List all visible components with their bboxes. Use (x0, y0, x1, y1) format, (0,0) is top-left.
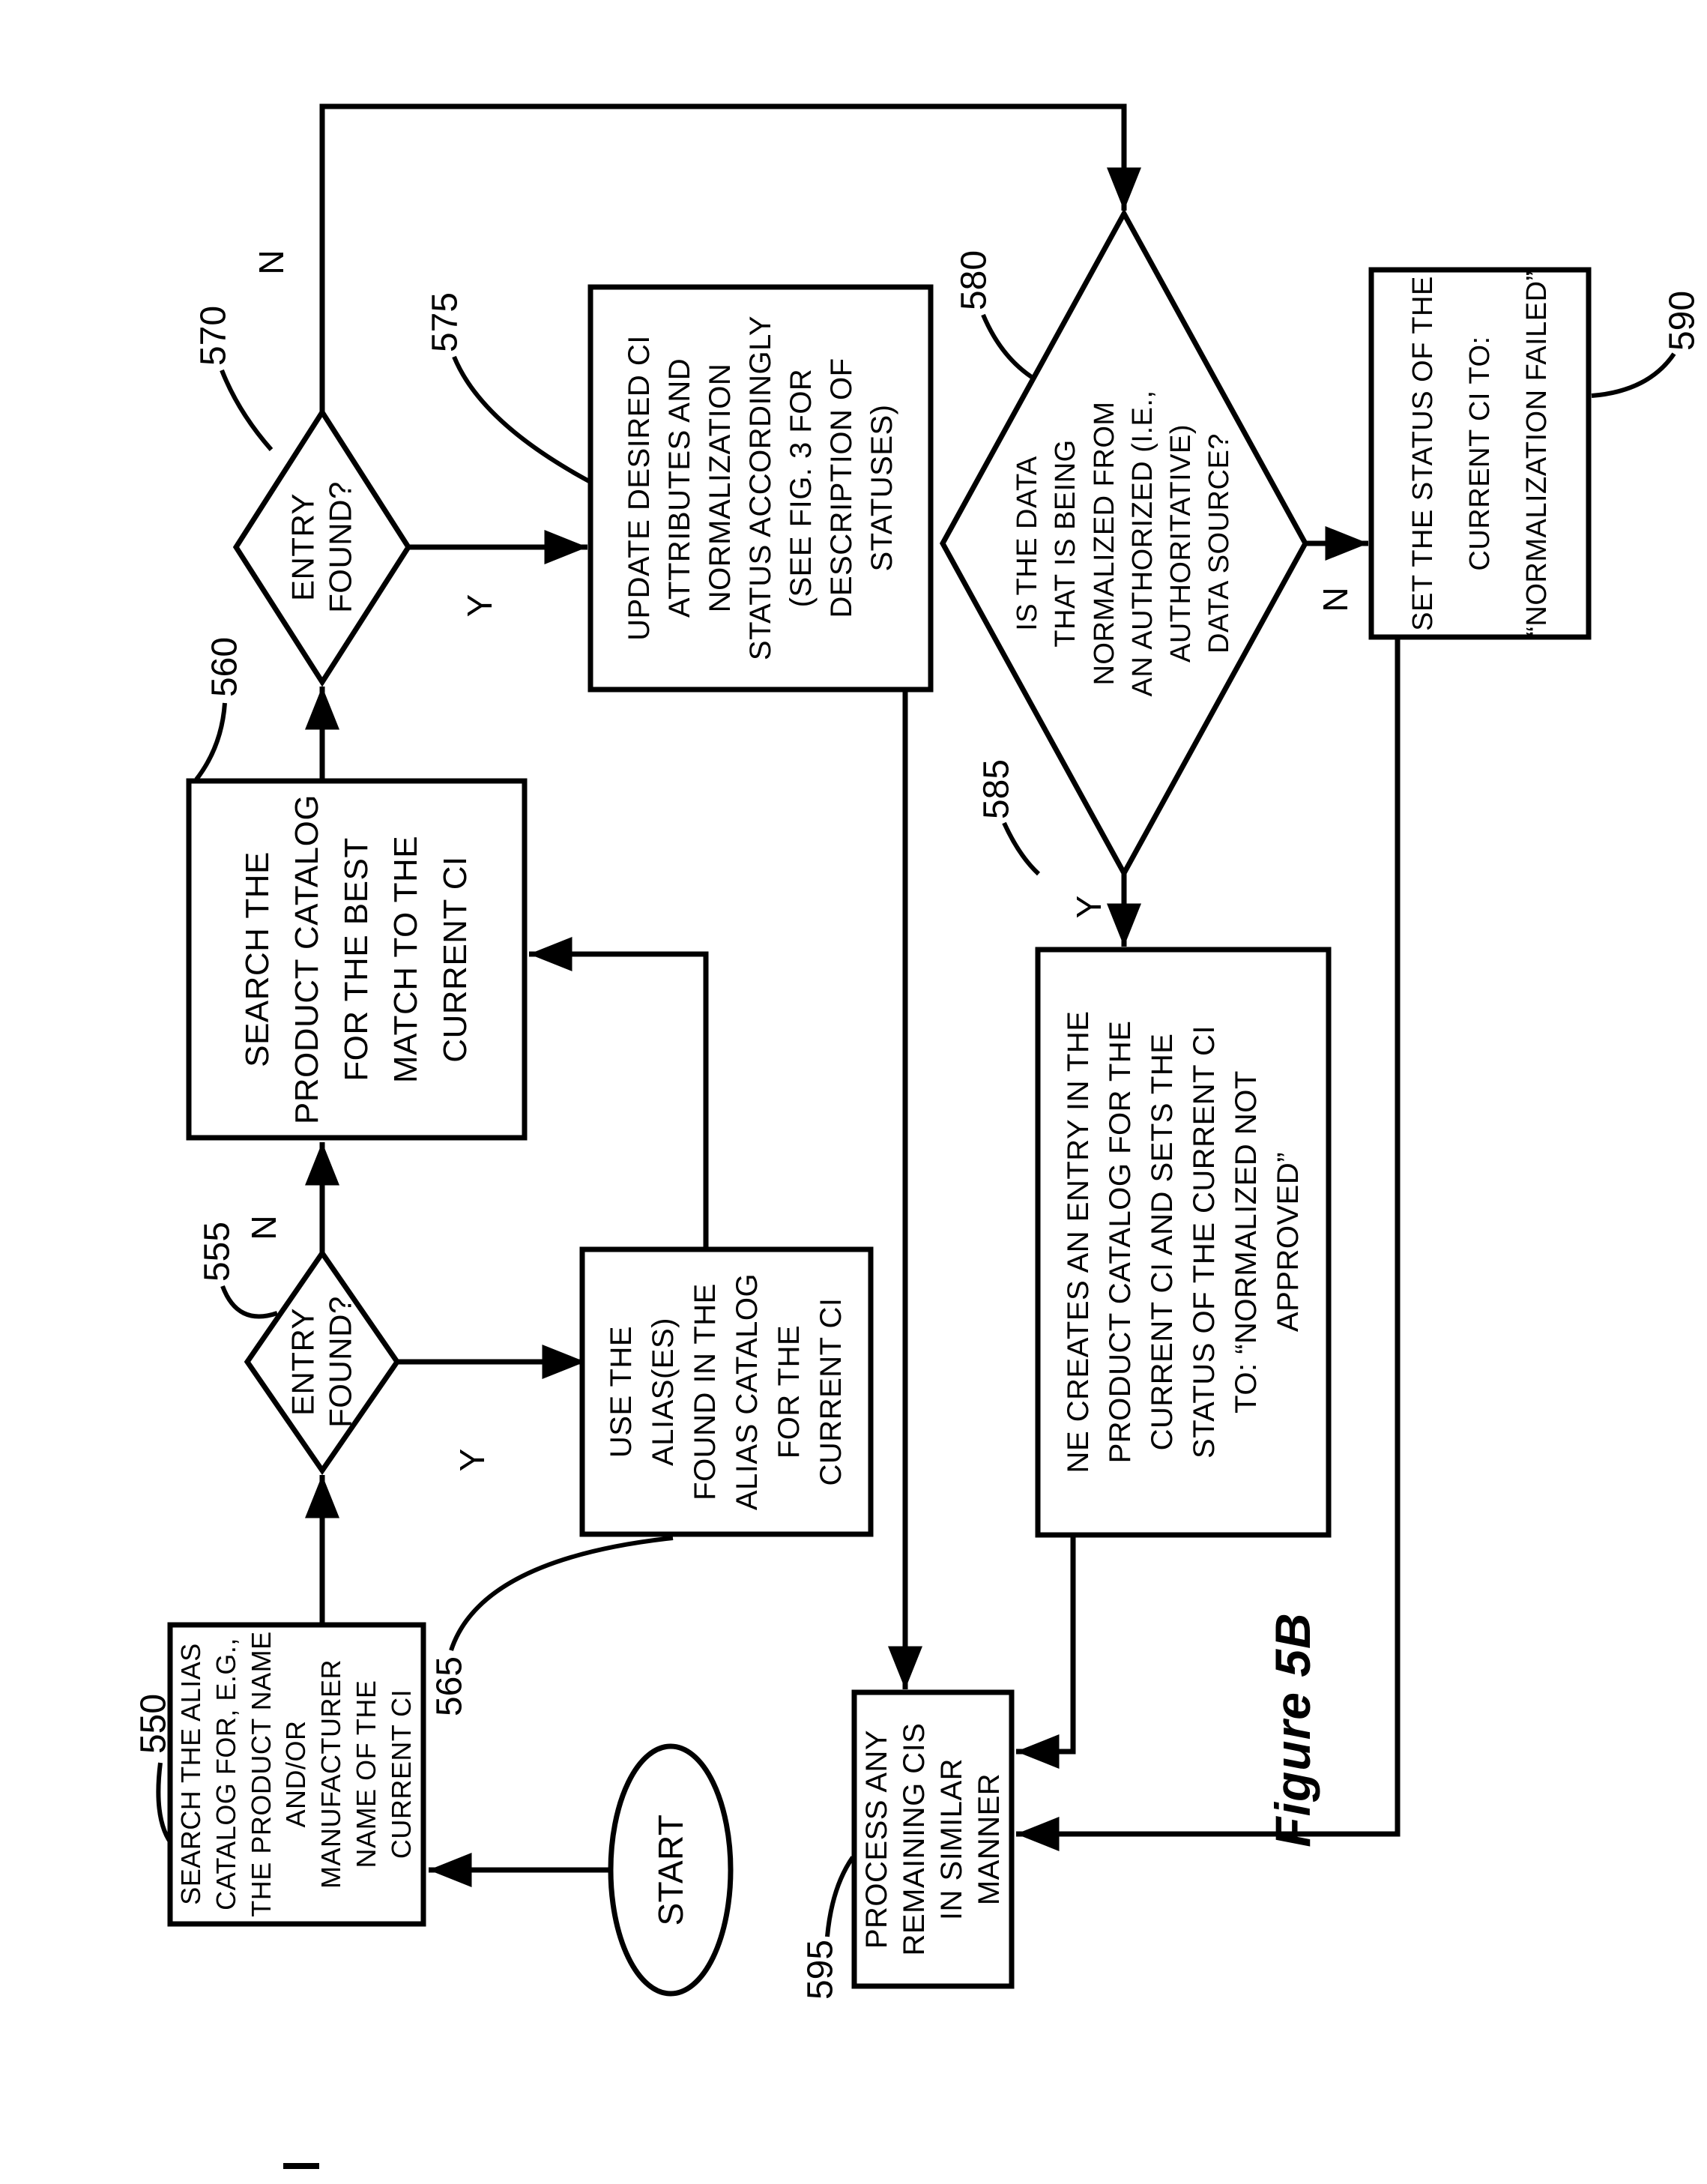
node-555-text: ENTRY FOUND? (285, 1296, 358, 1428)
node-550-text: SEARCH THE ALIAS CATALOG FOR, E.G., THE PRODUCT NAME AND/OR MANUFACTURER NAME OF THE CURRENT CI (175, 1631, 417, 1917)
branch-570-no: N (252, 250, 291, 275)
node-595-text: PROCESS ANY REMAINING CIS IN SIMILAR MANNER (860, 1722, 1006, 1956)
node-575-text: UPDATE DESIRED CI ATTRIBUTES AND NORMALIZATION STATUS ACCORDINGLY (SEE FIG. 3 FOR DESCRIPTION OF STATUSES) (623, 315, 898, 661)
ref-570: 570 (193, 305, 234, 366)
leader-570 (222, 370, 271, 450)
ref-580: 580 (954, 250, 994, 311)
ref-560: 560 (205, 636, 245, 698)
node-585-text: NE CREATES AN ENTRY IN THE PRODUCT CATALOG FOR THE CURRENT CI AND SETS THE STATUS OF THE CURRENT CI TO: “NORMALIZED NOT APPROVED” (1062, 1010, 1305, 1473)
leader-555 (223, 1286, 277, 1317)
start-label: START (650, 1814, 690, 1926)
branch-555-no: N (244, 1215, 283, 1240)
node-560-text: SEARCH THE PRODUCT CATALOG FOR THE BEST MATCH TO THE CURRENT CI (239, 794, 474, 1125)
branch-570-yes: Y (460, 594, 499, 618)
leader-560 (196, 703, 225, 779)
branch-580-yes: Y (1069, 895, 1108, 919)
edge-585-to-595 (1016, 1535, 1073, 1752)
ref-575: 575 (425, 292, 465, 353)
edge-565-to-560 (529, 954, 706, 1249)
ref-550: 550 (133, 1693, 174, 1755)
leader-575 (454, 357, 589, 481)
leader-595 (827, 1857, 853, 1937)
ref-565: 565 (429, 1656, 470, 1717)
leader-585 (1004, 823, 1039, 874)
leader-590 (1592, 354, 1674, 396)
ref-595: 595 (800, 1939, 841, 2000)
ref-590: 590 (1662, 290, 1703, 352)
node-590-text: SET THE STATUS OF THE CURRENT CI TO: “NORMALIZATION FAILED” (1407, 271, 1553, 636)
node-570-text: ENTRY FOUND? (285, 481, 358, 613)
node-565-text: USE THE ALIAS(ES) FOUND IN THE ALIAS CATALOG FOR THE CURRENT CI (605, 1273, 848, 1511)
ref-555: 555 (197, 1221, 238, 1282)
branch-580-no: N (1316, 587, 1355, 612)
branch-555-yes: Y (453, 1448, 492, 1472)
leader-565 (451, 1538, 673, 1650)
figure-caption: Figure 5B (1265, 1612, 1320, 1847)
ref-585: 585 (976, 758, 1017, 820)
artifact-mark (283, 2163, 319, 2169)
node-580-text: IS THE DATA THAT IS BEING NORMALIZED FROM AN AUTHORIZED (I.E., AUTHORITATIVE) DATA SOURCE? (1012, 390, 1236, 697)
